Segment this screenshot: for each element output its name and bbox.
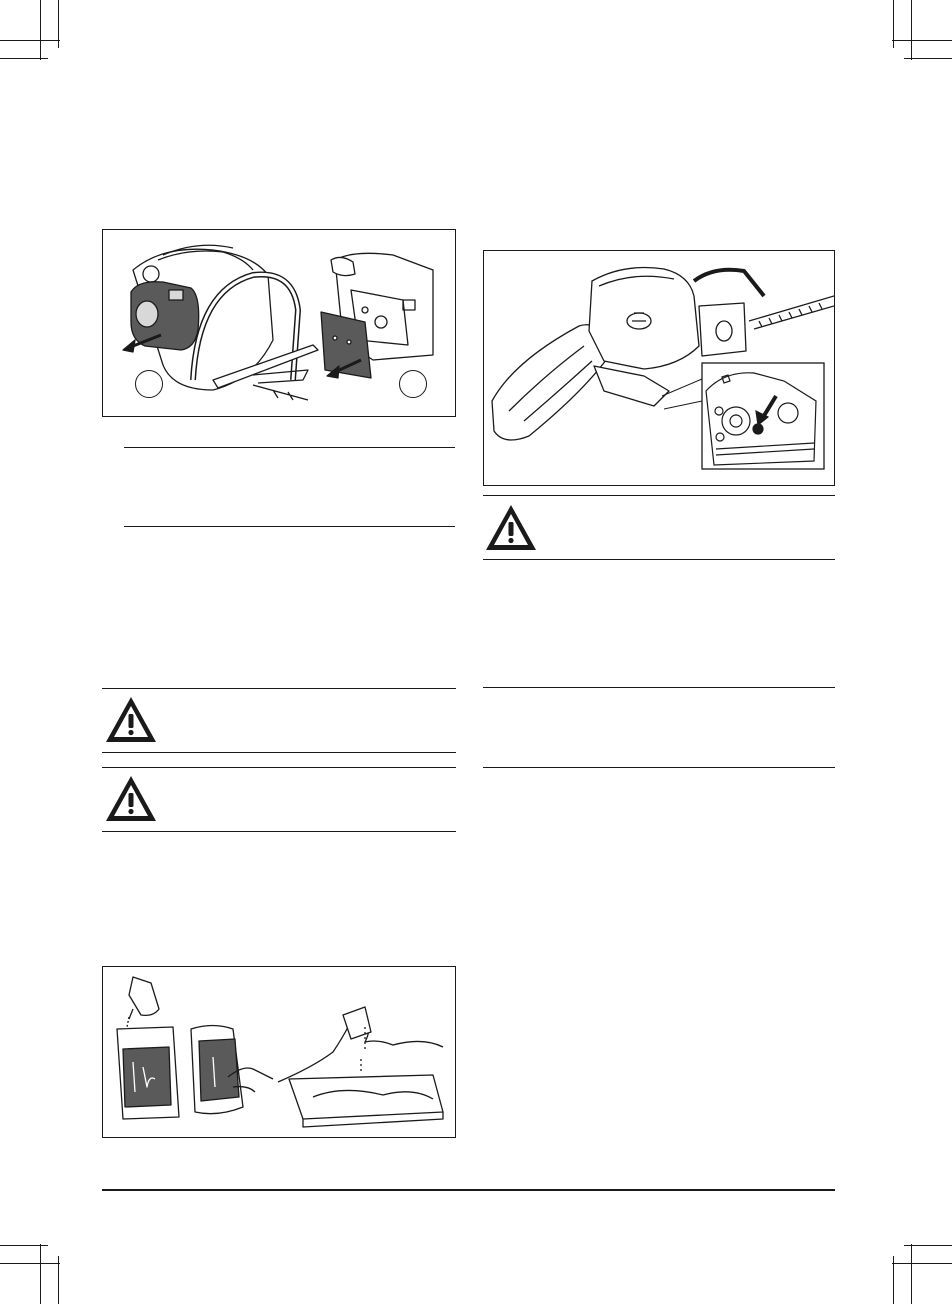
warning-3-bottom-rule bbox=[483, 559, 835, 560]
callout-1 bbox=[135, 370, 163, 398]
warning-2-top-rule bbox=[102, 767, 456, 768]
note-right-bottom-rule bbox=[483, 767, 835, 768]
carburetor-illustration bbox=[484, 251, 834, 485]
figure-carburetor-adjustment bbox=[483, 250, 835, 486]
figure-remove-air-filter-cover bbox=[102, 229, 456, 417]
figure-clean-air-filter bbox=[102, 966, 456, 1138]
warning-triangle-icon bbox=[103, 694, 159, 746]
footer-rule bbox=[102, 1189, 835, 1191]
warning-3-top-rule bbox=[483, 495, 835, 496]
note-top-rule bbox=[124, 447, 455, 448]
note-bottom-rule bbox=[124, 526, 455, 527]
warning-triangle-icon bbox=[483, 502, 539, 554]
warning-2-bottom-rule bbox=[102, 831, 456, 832]
warning-1-bottom-rule bbox=[102, 752, 456, 753]
warning-triangle-icon bbox=[103, 773, 159, 825]
callout-2 bbox=[399, 370, 427, 398]
filter-cleaning-illustration bbox=[103, 967, 455, 1137]
warning-1-top-rule bbox=[102, 688, 456, 689]
note-right-top-rule bbox=[483, 687, 835, 688]
